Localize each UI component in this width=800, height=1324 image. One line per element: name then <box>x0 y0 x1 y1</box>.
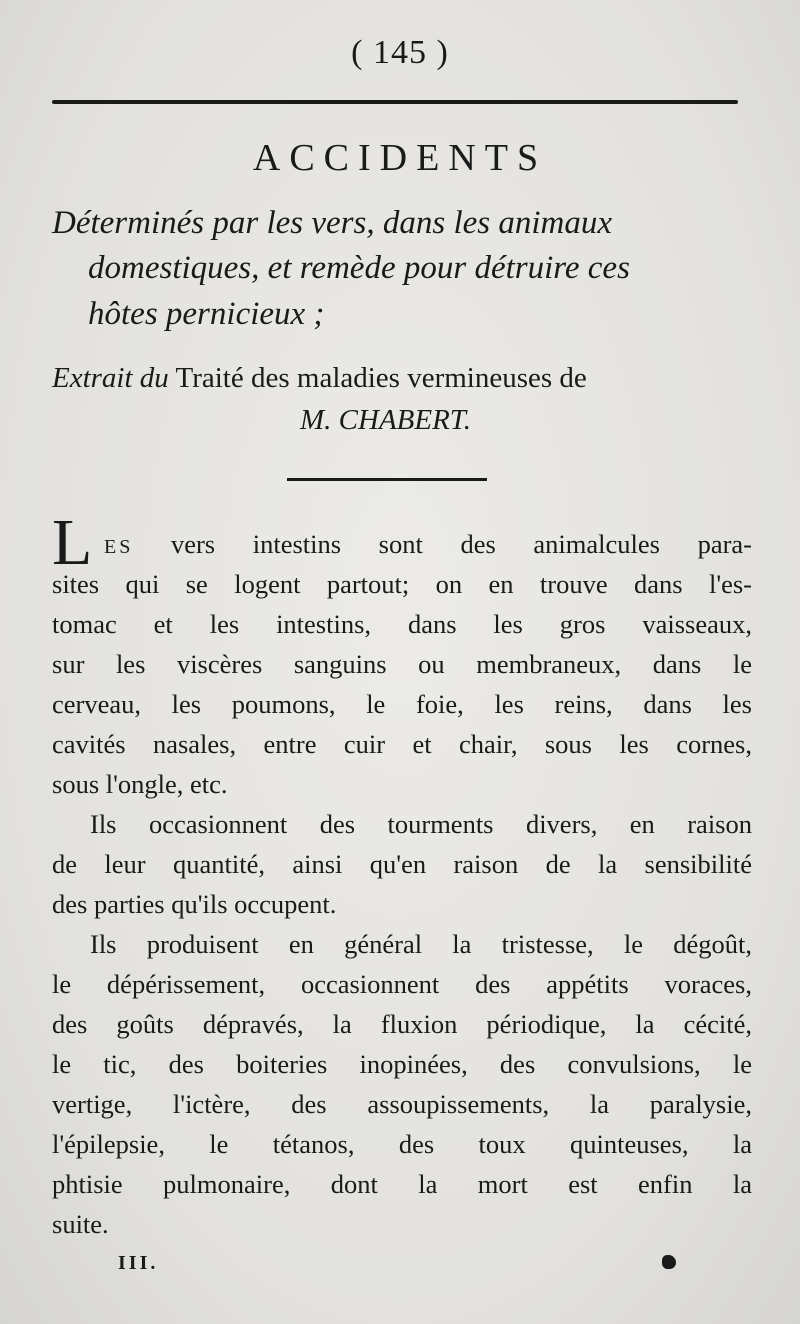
signature-mark: III. <box>118 1252 159 1274</box>
paragraph-line: phtisie pulmonaire, dont la mort est enfin la <box>52 1169 752 1199</box>
section-title: ACCIDENTS <box>252 137 548 179</box>
paragraph-line: des parties qu'ils occupent. <box>52 889 337 919</box>
first-word-rest: ES <box>104 536 134 558</box>
paragraph-line: sous l'ongle, etc. <box>52 769 228 799</box>
paragraph-line: l'épilepsie, le tétanos, des toux quinteuses, la <box>52 1129 752 1159</box>
paragraph-line: cerveau, les poumons, le foie, les reins, dans les <box>52 689 752 719</box>
extract-text: Traité des maladies vermineuses de <box>168 362 587 394</box>
subtitle-line-3: hôtes pernicieux ; <box>88 296 325 332</box>
paragraph-line: cavités nasales, entre cuir et chair, sous les cornes, <box>52 729 752 759</box>
paragraph-line: de leur quantité, ainsi qu'en raison de la sensibilité <box>52 849 752 879</box>
paragraph-line: Ils occasionnent des tourments divers, en raison <box>90 809 752 839</box>
paragraph-line: Ils produisent en général la tristesse, le dégoût, <box>90 929 752 959</box>
paragraph-line: vertige, l'ictère, des assoupissements, la paralysie, <box>52 1089 752 1119</box>
header-rule <box>52 100 738 104</box>
paragraph-line: le tic, des boiteries inopinées, des convulsions, le <box>52 1049 752 1079</box>
subtitle-line-1: Déterminés par les vers, dans les animaux <box>52 205 613 241</box>
author-name: M. CHABERT. <box>300 404 472 436</box>
divider-rule <box>287 478 487 481</box>
paragraph-line: le dépérissement, occasionnent des appétits voraces, <box>52 969 752 999</box>
paragraph-line <box>52 524 752 564</box>
paragraph-line: des goûts dépravés, la fluxion périodique, la cécité, <box>52 1009 752 1039</box>
subtitle-line-2: domestiques, et remède pour détruire ces <box>88 250 630 286</box>
paragraph-3 <box>52 924 752 1244</box>
paragraph-line: sites qui se logent partout; on en trouve dans l'es- <box>52 569 752 599</box>
line-text: vers intestins sont des animalcules para- <box>133 529 752 559</box>
extract-source <box>52 362 587 395</box>
paragraph-2 <box>52 804 752 924</box>
paragraph-1 <box>52 524 752 804</box>
paragraph-line: suite. <box>52 1209 109 1239</box>
paragraph-line: tomac et les intestins, dans les gros vaisseaux, <box>52 609 752 639</box>
extract-prefix: Extrait du <box>52 362 169 394</box>
drop-cap: L <box>52 506 93 579</box>
ink-blot <box>662 1255 676 1269</box>
page-number: ( 145 ) <box>351 34 449 71</box>
paragraph-line: sur les viscères sanguins ou membraneux, dans le <box>52 649 752 679</box>
